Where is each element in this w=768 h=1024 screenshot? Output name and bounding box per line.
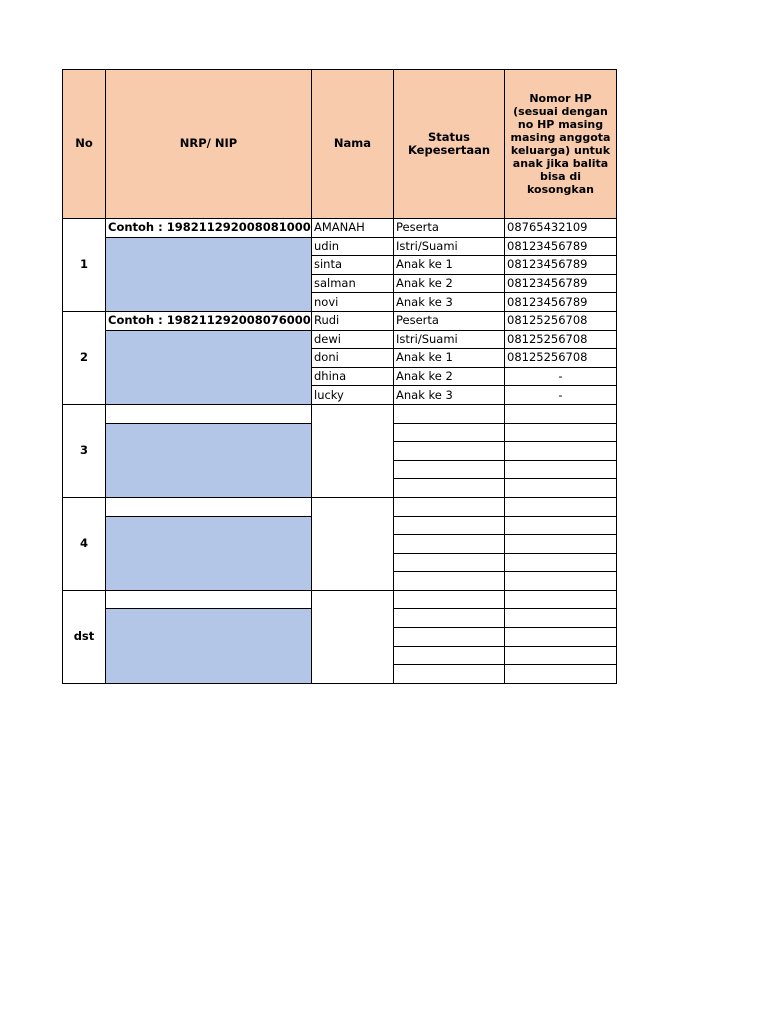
nama-cell[interactable] (312, 590, 394, 683)
table-row (63, 404, 617, 423)
status-cell[interactable] (394, 553, 505, 572)
status-cell[interactable]: Anak ke 3 (394, 386, 505, 405)
nrp-input-area[interactable] (106, 609, 312, 683)
hp-cell[interactable] (505, 646, 617, 665)
status-cell[interactable] (394, 572, 505, 591)
hp-cell[interactable]: 08125256708 (505, 349, 617, 368)
nrp-example-cell[interactable] (106, 590, 312, 609)
nrp-input-area[interactable] (106, 423, 312, 497)
hp-cell[interactable] (505, 609, 617, 628)
nrp-example-cell[interactable]: Contoh : 198211292008081000 (106, 219, 312, 238)
table-row (63, 311, 617, 330)
nrp-input-area[interactable] (106, 237, 312, 311)
hp-cell[interactable]: - (505, 367, 617, 386)
status-cell[interactable] (394, 404, 505, 423)
nama-cell[interactable]: dhina (312, 367, 394, 386)
nrp-example-cell[interactable] (106, 497, 312, 516)
hp-cell[interactable] (505, 460, 617, 479)
nama-cell[interactable]: dewi (312, 330, 394, 349)
row-number[interactable]: 1 (63, 219, 106, 312)
status-cell[interactable] (394, 535, 505, 554)
table-row (63, 590, 617, 609)
table-row (63, 497, 617, 516)
nrp-example-cell[interactable]: Contoh : 198211292008076000 (106, 311, 312, 330)
table-row (63, 237, 617, 256)
header-nama[interactable]: Nama (312, 70, 394, 219)
hp-cell[interactable] (505, 553, 617, 572)
status-cell[interactable]: Anak ke 2 (394, 274, 505, 293)
nama-cell[interactable] (312, 404, 394, 497)
status-cell[interactable] (394, 516, 505, 535)
status-cell[interactable]: Istri/Suami (394, 237, 505, 256)
hp-cell[interactable]: - (505, 386, 617, 405)
table-row (63, 330, 617, 349)
status-cell[interactable]: Anak ke 2 (394, 367, 505, 386)
hp-cell[interactable] (505, 590, 617, 609)
nrp-input-area[interactable] (106, 516, 312, 590)
hp-cell[interactable] (505, 572, 617, 591)
hp-cell[interactable]: 08125256708 (505, 330, 617, 349)
table-row (63, 219, 617, 238)
nama-cell[interactable] (312, 497, 394, 590)
nrp-input-area[interactable] (106, 330, 312, 404)
status-cell[interactable]: Peserta (394, 311, 505, 330)
header-nrp-nip[interactable]: NRP/ NIP (106, 70, 312, 219)
row-number[interactable]: 2 (63, 311, 106, 404)
nama-cell[interactable]: doni (312, 349, 394, 368)
hp-cell[interactable] (505, 423, 617, 442)
status-cell[interactable] (394, 609, 505, 628)
nama-cell[interactable]: salman (312, 274, 394, 293)
nama-cell[interactable]: Rudi (312, 311, 394, 330)
status-cell[interactable] (394, 665, 505, 684)
header-row (63, 70, 617, 219)
header-no[interactable]: No (63, 70, 106, 219)
hp-cell[interactable]: 08765432109 (505, 219, 617, 238)
row-number[interactable]: 4 (63, 497, 106, 590)
status-cell[interactable]: Anak ke 1 (394, 349, 505, 368)
hp-cell[interactable]: 08123456789 (505, 256, 617, 275)
hp-cell[interactable]: 08125256708 (505, 311, 617, 330)
status-cell[interactable]: Peserta (394, 219, 505, 238)
hp-cell[interactable] (505, 442, 617, 461)
nama-cell[interactable]: lucky (312, 386, 394, 405)
status-cell[interactable] (394, 479, 505, 498)
hp-cell[interactable] (505, 516, 617, 535)
row-number[interactable]: 3 (63, 404, 106, 497)
nama-cell[interactable]: novi (312, 293, 394, 312)
status-cell[interactable] (394, 460, 505, 479)
nrp-example-cell[interactable] (106, 404, 312, 423)
hp-cell[interactable] (505, 628, 617, 647)
header-nomor-hp[interactable]: Nomor HP (sesuai dengan no HP masing masing anggota keluarga) untuk anak jika balita bisa di kosongkan (505, 70, 617, 219)
status-cell[interactable] (394, 590, 505, 609)
row-number[interactable]: dst (63, 590, 106, 683)
hp-cell[interactable] (505, 497, 617, 516)
status-cell[interactable] (394, 423, 505, 442)
nama-cell[interactable]: udin (312, 237, 394, 256)
status-cell[interactable]: Anak ke 1 (394, 256, 505, 275)
hp-cell[interactable] (505, 535, 617, 554)
hp-cell[interactable] (505, 665, 617, 684)
status-cell[interactable]: Istri/Suami (394, 330, 505, 349)
hp-cell[interactable] (505, 404, 617, 423)
hp-cell[interactable]: 08123456789 (505, 293, 617, 312)
status-cell[interactable] (394, 646, 505, 665)
nama-cell[interactable]: AMANAH (312, 219, 394, 238)
header-status[interactable]: Status Kepesertaan (394, 70, 505, 219)
status-cell[interactable] (394, 497, 505, 516)
member-table (62, 69, 617, 684)
hp-cell[interactable]: 08123456789 (505, 274, 617, 293)
nama-cell[interactable]: sinta (312, 256, 394, 275)
status-cell[interactable]: Anak ke 3 (394, 293, 505, 312)
hp-cell[interactable]: 08123456789 (505, 237, 617, 256)
hp-cell[interactable] (505, 479, 617, 498)
status-cell[interactable] (394, 628, 505, 647)
status-cell[interactable] (394, 442, 505, 461)
